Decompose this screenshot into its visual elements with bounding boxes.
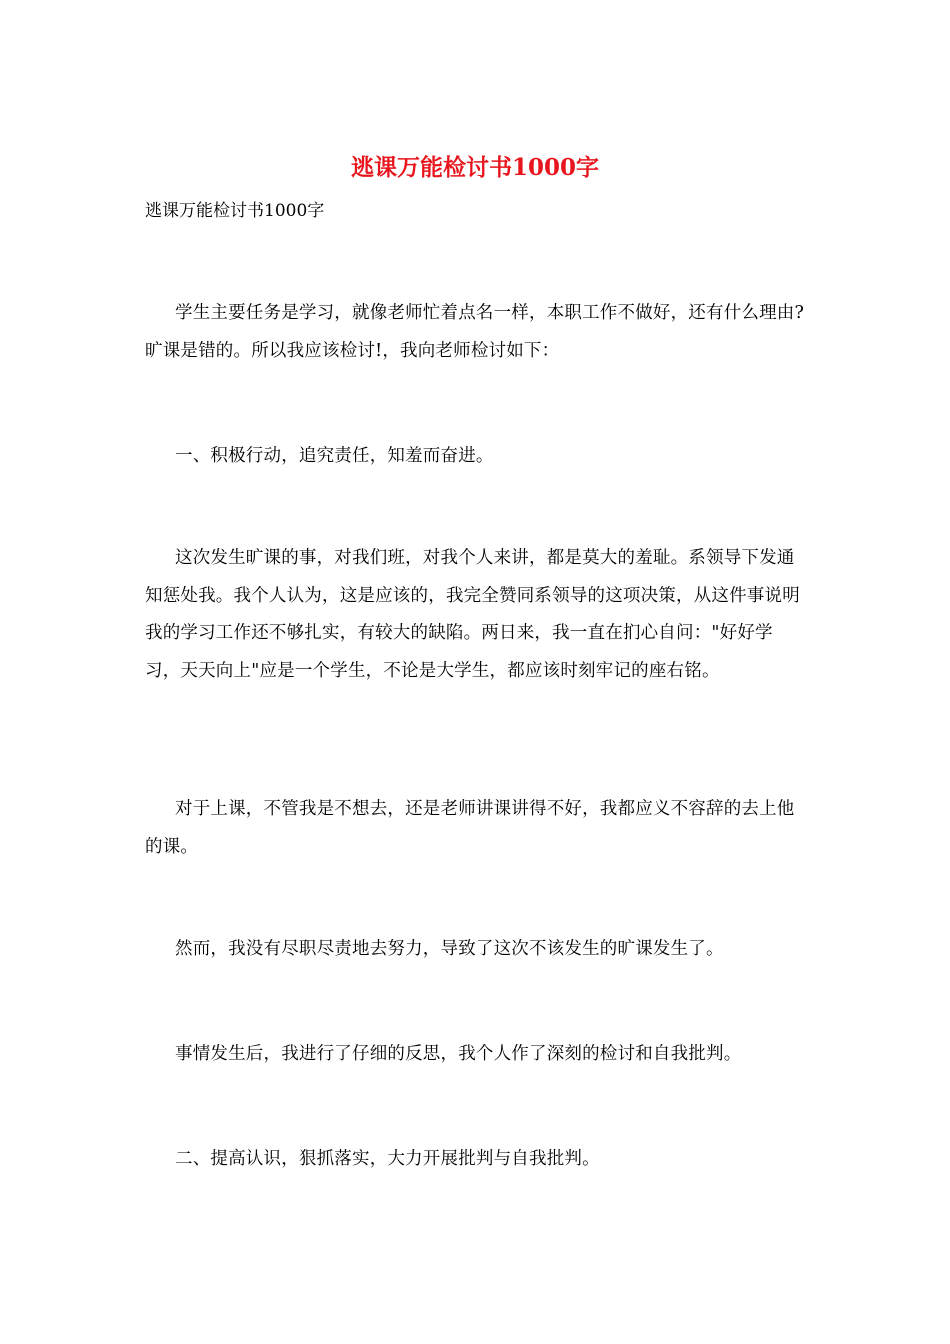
paragraph-reflection: 这次发生旷课的事，对我们班，对我个人来讲，都是莫大的羞耻。系领导下发通知惩处我。我个人认为，这是应该的，我完全赞同系领导的这项决策，从这件事说明我的学习工作还不够扎实，有较大的缺陷。两日来，我一直在扪心自问："好好学习，天天向上"应是一个学生，不论是大学生，都应该时刻牢记的座右铭。 [145, 548, 800, 681]
paragraph-failure: 然而，我没有尽职尽责地去努力，导致了这次不该发生的旷课发生了。 [175, 939, 724, 959]
section-heading-one: 一、积极行动，追究责任，知羞而奋进。 [175, 446, 494, 466]
document-title: 逃课万能检讨书1000字 [350, 154, 599, 181]
paragraph-self-criticism: 事情发生后，我进行了仔细的反思，我个人作了深刻的检讨和自我批判。 [175, 1044, 742, 1064]
document-subtitle: 逃课万能检讨书1000字 [145, 201, 325, 221]
paragraph-attendance: 对于上课，不管我是不想去，还是老师讲课讲得不好，我都应义不容辞的去上他的课。 [145, 799, 795, 857]
section-heading-two: 二、提高认识，狠抓落实，大力开展批判与自我批判。 [175, 1149, 600, 1169]
paragraph-intro: 学生主要任务是学习，就像老师忙着点名一样，本职工作不做好，还有什么理由?旷课是错的。所以我应该检讨!，我向老师检讨如下： [145, 303, 805, 361]
